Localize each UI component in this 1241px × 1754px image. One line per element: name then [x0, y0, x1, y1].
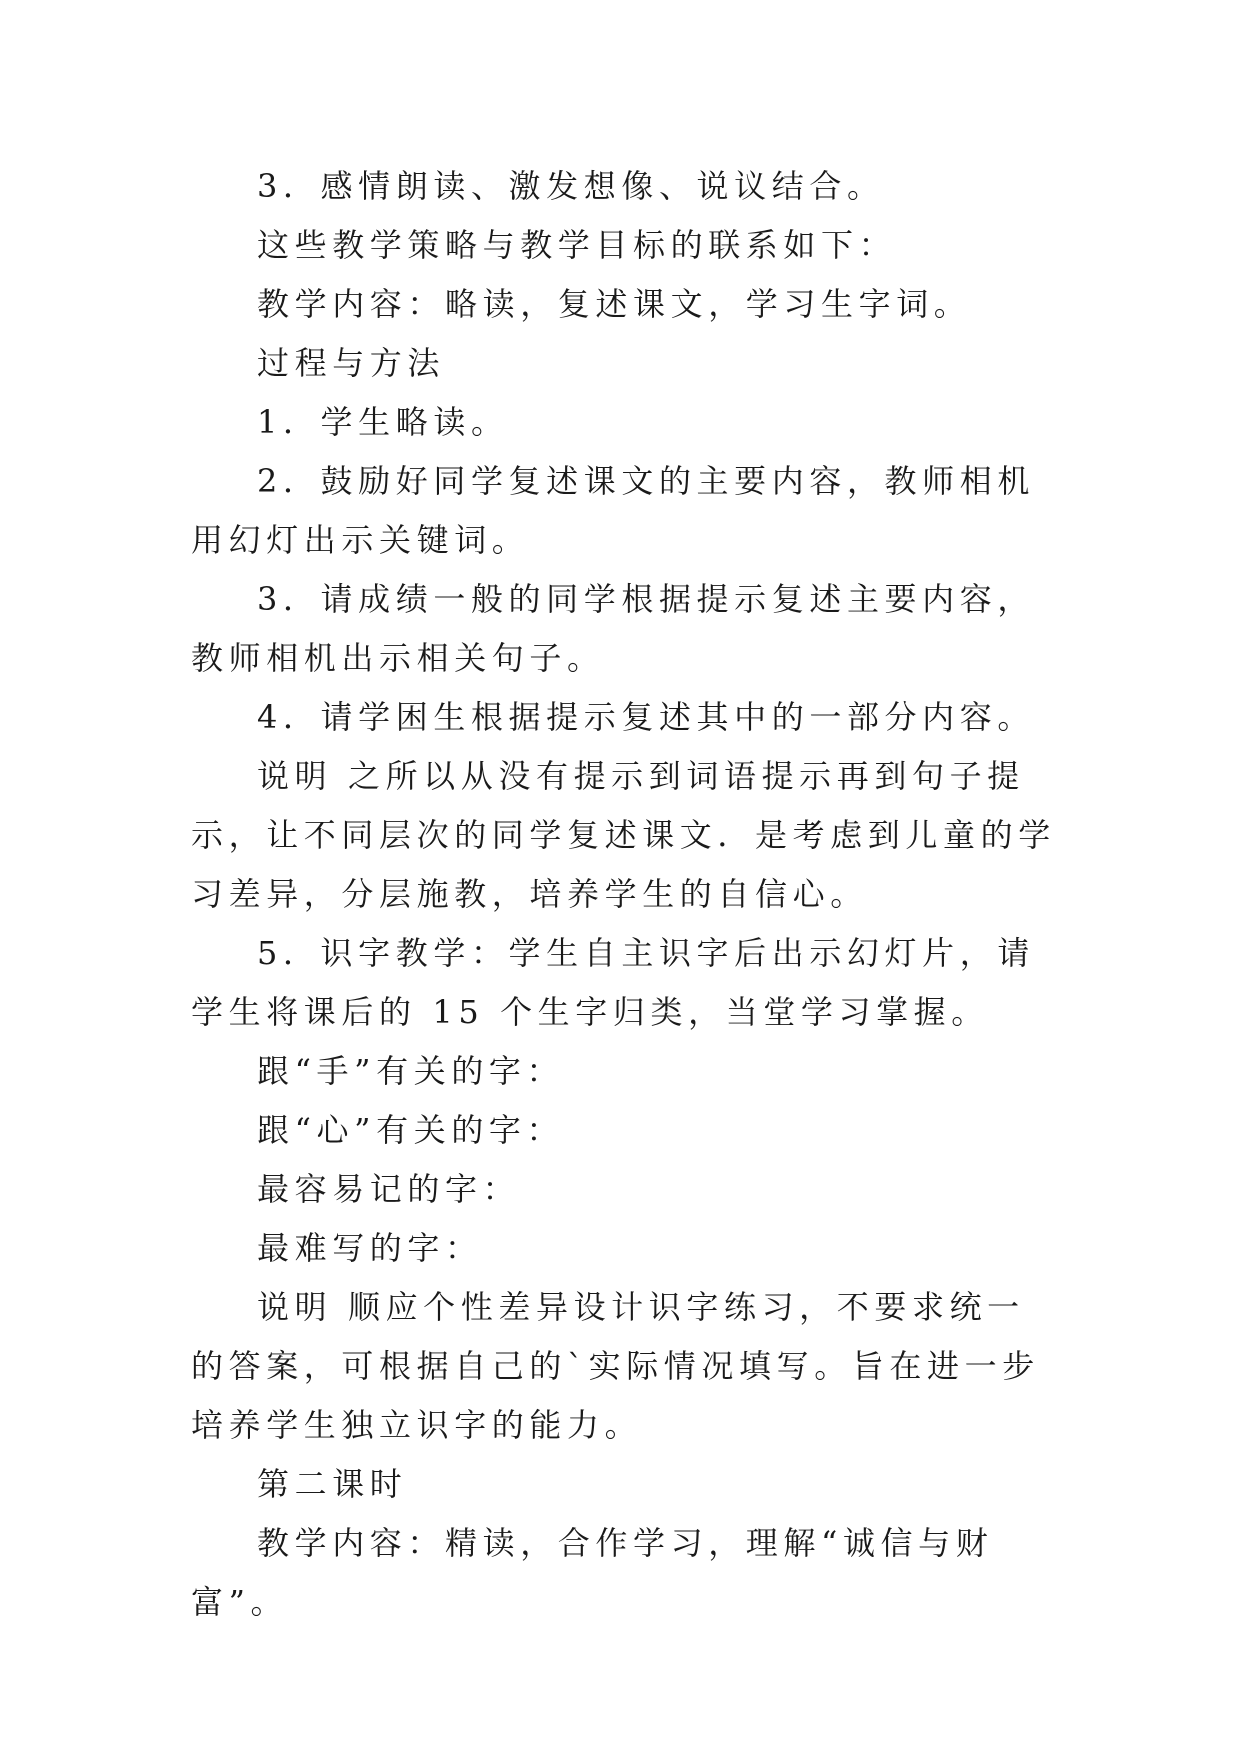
paragraph: 2．鼓励好同学复述课文的主要内容，教师相机用幻灯出示关键词。	[191, 462, 1035, 559]
paragraph: 3．请成绩一般的同学根据提示复述主要内容，教师相机出示相关句子。	[191, 580, 1035, 677]
section-heading: 第二课时	[257, 1465, 408, 1503]
paragraph: 教学内容：精读，合作学习，理解“诚信与财富”。	[191, 1524, 994, 1621]
paragraph: 教学内容：略读，复述课文，学习生字词。	[257, 285, 972, 323]
paragraph: 5．识字教学：学生自主识字后出示幻灯片，请学生将课后的 15 个生字归类，当堂学习掌握。	[191, 934, 1035, 1031]
paragraph: 最难写的字：	[257, 1229, 483, 1267]
paragraph: 跟“手”有关的字：	[257, 1052, 565, 1090]
paragraph: 4．请学困生根据提示复述其中的一部分内容。	[257, 698, 1035, 736]
document-body	[191, 157, 1056, 1632]
paragraph: 最容易记的字：	[257, 1170, 521, 1208]
note-paragraph: 说明 顺应个性差异设计识字练习，不要求统一的答案，可根据自己的`实际情况填写。旨在进一步培养学生独立识字的能力。	[191, 1288, 1040, 1444]
paragraph: 3．感情朗读、激发想像、说议结合。	[257, 167, 885, 205]
note-paragraph: 说明 之所以从没有提示到词语提示再到句子提示，让不同层次的同学复述课文．是考虑到儿童的学习差异，分层施教，培养学生的自信心。	[191, 757, 1056, 913]
section-heading: 过程与方法	[257, 344, 446, 382]
paragraph: 1．学生略读。	[257, 403, 509, 441]
paragraph: 这些教学策略与教学目标的联系如下：	[257, 226, 897, 264]
paragraph: 跟“心”有关的字：	[257, 1111, 565, 1149]
